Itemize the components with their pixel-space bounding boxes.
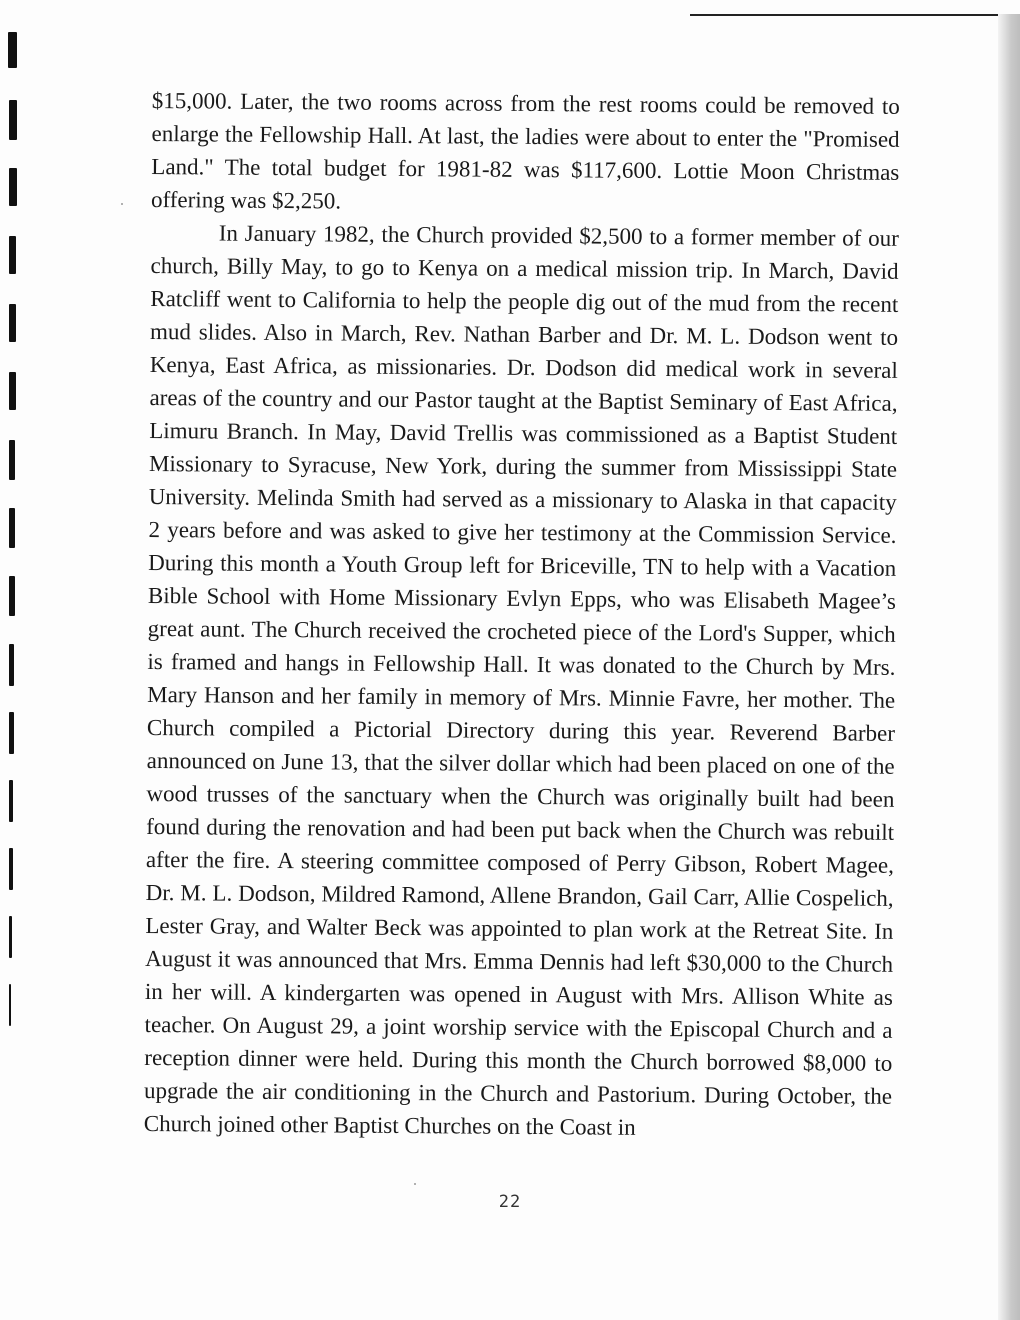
binding-mark xyxy=(9,644,14,686)
binding-mark xyxy=(9,168,17,206)
binding-mark xyxy=(9,916,12,958)
paragraph-continued: $15,000. Later, the two rooms across from the rest rooms could be removed to enlarge the Fellowship Hall. At last, the ladies were about to enter the "Promised Land." The total budget for 1981-82 was $117,600. Lottie Moon Christmas offering was $2,250. xyxy=(150,87,900,214)
binding-mark xyxy=(9,304,16,342)
binding-mark xyxy=(9,440,15,480)
top-edge-rule xyxy=(690,14,1020,16)
binding-mark xyxy=(9,984,11,1026)
binding-mark xyxy=(9,848,13,890)
body-text xyxy=(144,84,900,1146)
binding-mark xyxy=(9,508,15,548)
binding-mark xyxy=(9,576,15,616)
page-edge-shadow xyxy=(998,14,1020,1320)
binding-mark xyxy=(9,712,14,754)
scan-speck xyxy=(414,1183,416,1185)
scan-speck xyxy=(121,203,123,205)
binding-mark xyxy=(9,236,16,274)
page-number: 22 xyxy=(498,1192,522,1212)
binding-mark xyxy=(9,780,13,822)
binding-holes xyxy=(0,0,30,1320)
binding-mark xyxy=(8,32,17,68)
paragraph-1982: In January 1982, the Church provided $2,500 to a former member of our church, Billy May, to go to Kenya on a medical mission trip. In March, David Ratcliff went to California to help the people dig out of the mud from the recent mud slides. Also in March, Rev. Nathan Barber and Dr. M. L. Dodson went to Kenya, East Africa, as missionaries. Dr. Dodson did medical work in several areas of the country and our Pastor taught at the Baptist Seminary of East Africa, Limuru Branch. In May, David Trellis was commissioned as a Baptist Student Missionary to Syracuse, New York, during the summer from Mississippi State University. Melinda Smith had served as a missionary to Alaska in that capacity 2 years before and was asked to give her testimony at the Commission Service. During this month a Youth Group left for Briceville, TN to help with a Vacation Bible School with Home Missionary Evlyn Epps, who was Elisabeth Magee’s great aunt. The Church received the crocheted piece of the Lord's Supper, which is framed and hangs in Fellowship Hall. It was donated to the Church by Mrs. Mary Hanson and her family in memory of Mrs. Minnie Favre, her mother. The Church compiled a Pictorial Directory during this year. Reverend Barber announced on June 13, that the silver dollar which had been placed on one of the wood trusses of the sanctuary when the Church was originally built had been found during the renovation and had been put back when the Church was rebuilt after the fire. A steering committee composed of Perry Gibson, Robert Magee, Dr. M. L. Dodson, Mildred Ramond, Allene Brandon, Gail Carr, Allie Cospelich, Lester Gray, and Walter Beck was appointed to plan work at the Retreat Site. In August it was announced that Mrs. Emma Dennis had left $30,000 to the Church in her will. A kindergarten was opened in August with Mrs. Allison White as teacher. On August 29, a joint worship service with the Episcopal Church and a reception dinner were held. During this month the Church borrowed $8,000 to upgrade the air conditioning in the Church and Pastorium. During October, the Church joined other Baptist Churches on the Coast in xyxy=(143,220,899,1140)
binding-mark xyxy=(9,100,17,140)
binding-mark xyxy=(9,372,16,410)
